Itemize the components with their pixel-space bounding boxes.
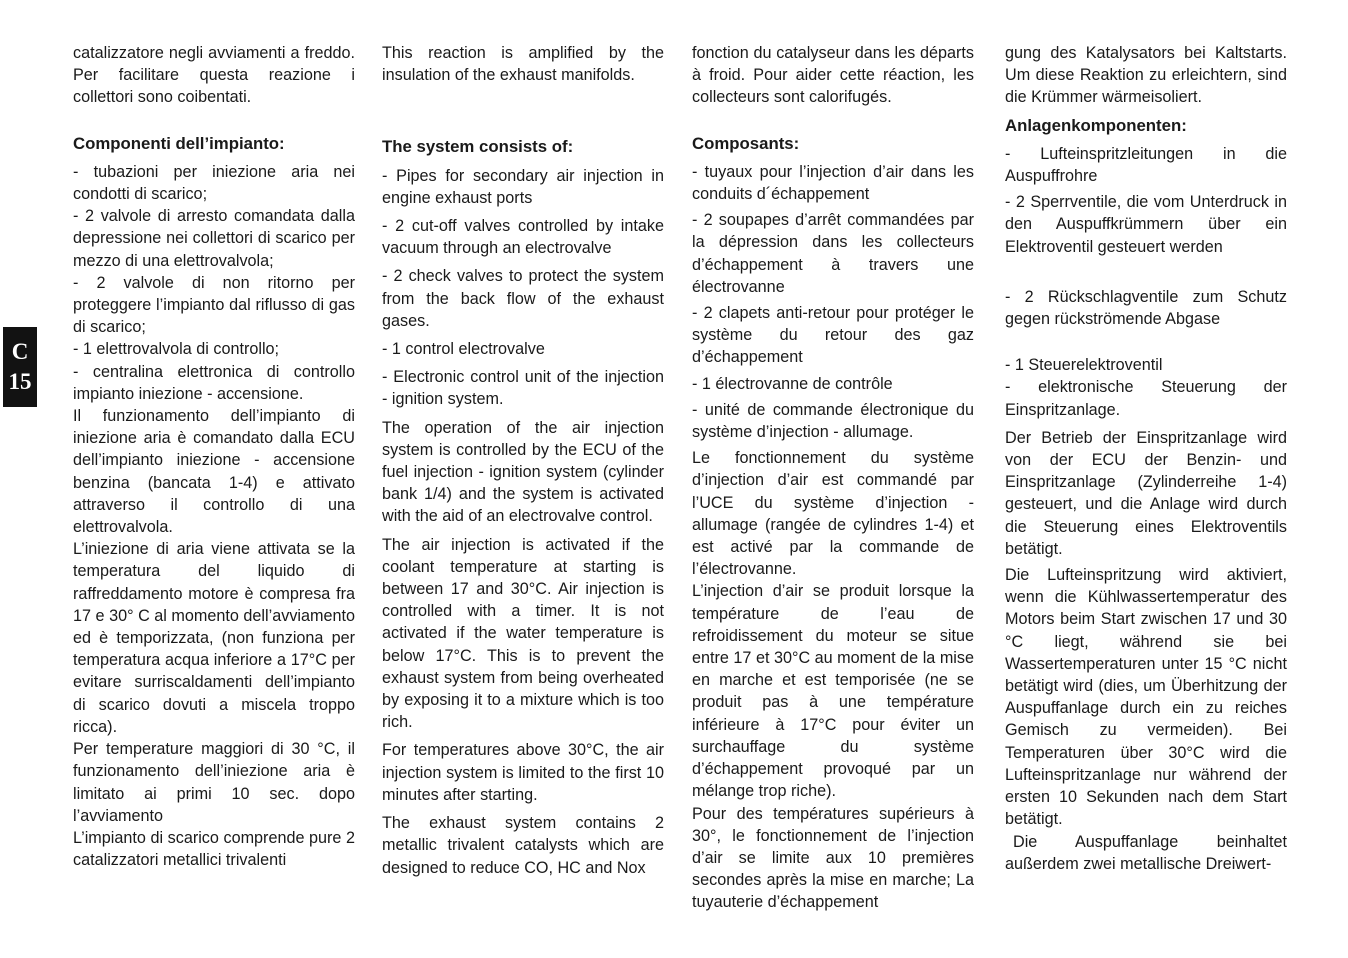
list-item: - 2 check valves to protect the system from the back flow of the exhaust gases. [382,267,664,330]
list-item: - 1 Steuerelektroventil [1005,356,1163,375]
list-item: - 2 valvole di non ritorno per proteggere l’impianto dal riflusso di gas di scarico; [73,273,355,337]
column-italian [73,42,355,871]
list-item: - unité de commande électronique du système d’injection - allumage. [692,400,974,442]
paragraph: Die Auspuffanlage beinhaltet außerdem zwei metallische Dreiwert- [1005,832,1287,873]
section-letter: C [11,339,29,364]
list-item: - Electronic control unit of the injection - ignition system. [382,368,664,409]
intro-text: fonction du catalyseur dans les départs à froid. Pour aider cette réaction, les collecteurs sont calorifugés. [692,44,974,107]
paragraph: Per temperature maggiori di 30 °C, il funzionamento dell’iniezione aria è limitato ai primi 10 sec. dopo l’avviamento [73,740,355,825]
paragraph: For temperatures above 30°C, the air injection system is limited to the first 10 minutes after starting. [382,741,664,804]
intro-text: catalizzatore negli avviamenti a freddo. Per facilitare questa reazione i collettori sono coibentati. [73,44,355,107]
list-item: - 2 clapets anti-retour pour protéger le système du retour des gaz d’échappement [692,304,974,367]
page-number: 15 [8,369,32,394]
paragraph: L’injection d’air se produit lorsque la température de l’eau de refroidissement du moteur se situe entre 17 et 30°C au moment de la mise en marche et est temporisée (ne se produit pas à une température inférieure à 17°C pour éviter un surchauffage du système d’échappement provoqué par un mélange trop riche). [692,582,974,801]
paragraph: The air injection is activated if the coolant temperature at starting is between 17 and 30°C. Air injection is controlled with a timer. It is not activated if the water temperature is below 17°C. This is to prevent the exhaust system from being overheated by exposing it to a mixture which is too rich. [382,535,664,732]
list-item: - 1 control electrovalve [382,340,545,359]
intro-text: This reaction is amplified by the insulation of the exhaust manifolds. [382,44,664,85]
paragraph: Il funzionamento dell’impianto di iniezione aria è comandato dalla ECU dell’impianto iniezione - accensione benzina (bancata 1-4) e attivato attraverso il controllo di una elettrovalvola. [73,407,355,537]
list-item: - Pipes for secondary air injection in engine exhaust ports [382,166,664,207]
list-item: - 1 elettrovalvola di controllo; [73,340,280,359]
list-item: - tuyaux pour l’injection d’air dans les conduits d´échappement [692,162,974,204]
paragraph: Le fonctionnement du système d’injection d’air est commandé par l’UCE du système d’injection - allumage (rangée de cylindres 1-4) et est activé par la commande de l’électrovanne. [692,449,974,579]
paragraph: L’impianto di scarico comprende pure 2 catalizzatori metallici trivalenti [73,828,355,870]
components-heading: Composants: [692,133,800,153]
list-item: - 1 électrovanne de contrôle [692,374,893,393]
paragraph: Der Betrieb der Einspritzanlage wird von der ECU der Benzin- und Einspritzanlage (Zylinderreihe 1-4) gesteuert, und die Anlage wird durch die Steuerung eines Elektroventils betätigt. [1005,428,1287,558]
column-english [382,42,664,879]
list-item: - centralina elettronica di controllo impianto iniezione - accensione. [73,362,355,403]
paragraph: The operation of the air injection system is controlled by the ECU of the fuel injection - ignition system (cylinder bank 1/4) and the system is activated with the aid of an electrovalve control. [382,418,664,526]
column-french [692,42,974,914]
components-heading: Anlagenkomponenten: [1005,115,1187,135]
paragraph: Pour des températures supérieurs à 30°, le fonctionnement de l’injection d’air se limite aux 10 premières secondes après la mise en marche; La tuyauterie d’échappement [692,804,974,912]
paragraph: L’iniezione di aria viene attivata se la temperatura del liquido di raffreddamento motore è compresa fra 17 e 30° C al momento dell’avviamento ed è temporizzata, (non funziona per temperatura acqua inferiore a 17°C per evitare surriscaldamenti dell’impianto di scarico dovuti a miscela troppo ricca). [73,540,355,736]
list-item: - 2 cut-off valves controlled by intake vacuum through an electrovalve [382,217,664,258]
section-tab-c15 [3,327,37,407]
list-item: - 2 soupapes d’arrêt commandées par la dépression dans les collecteurs d’échappement à travers une électrovanne [692,211,974,296]
list-item: - elektronische Steuerung der Einspritzanlage. [1005,378,1287,419]
list-item: - tubazioni per iniezione aria nei condotti di scarico; [73,162,355,204]
paragraph: The exhaust system contains 2 metallic trivalent catalysts which are designed to reduce CO, HC and Nox [382,814,664,877]
intro-text: gung des Katalysators bei Kaltstarts. Um diese Reaktion zu erleichtern, sind die Krümmer wärmeisoliert. [1005,44,1287,107]
list-item: - 2 Rückschlagventile zum Schutz gegen rückströmende Abgase [1005,287,1287,329]
list-item: - Lufteinspritzleitungen in die Auspuffrohre [1005,144,1287,186]
paragraph: Die Lufteinspritzung wird aktiviert, wenn die Kühlwassertemperatur des Motors beim Start zwischen 17 und 30 °C liegt, während sie bei Wassertemperaturen unter 15 °C nicht betätigt wird (dies, um Überhitzung der Auspuffanlage durch ein zu reiches Gemisch zu vermeiden). Bei Temperaturen über 30°C wird die Lufteinspritzanlage nur während der ersten 10 Sekunden nach dem Start betätigt. [1005,566,1287,829]
list-item: - 2 valvole di arresto comandata dalla depressione nei collettori di scarico per mezzo di una elettrovalvola; [73,207,355,270]
components-heading: The system consists of: [382,137,574,157]
column-german [1005,42,1287,875]
components-heading: Componenti dell’impianto: [73,133,285,153]
list-item: - 2 Sperrventile, die vom Unterdruck in den Auspuffkrümmern über ein Elektroventil gesteuert werden [1005,193,1287,256]
